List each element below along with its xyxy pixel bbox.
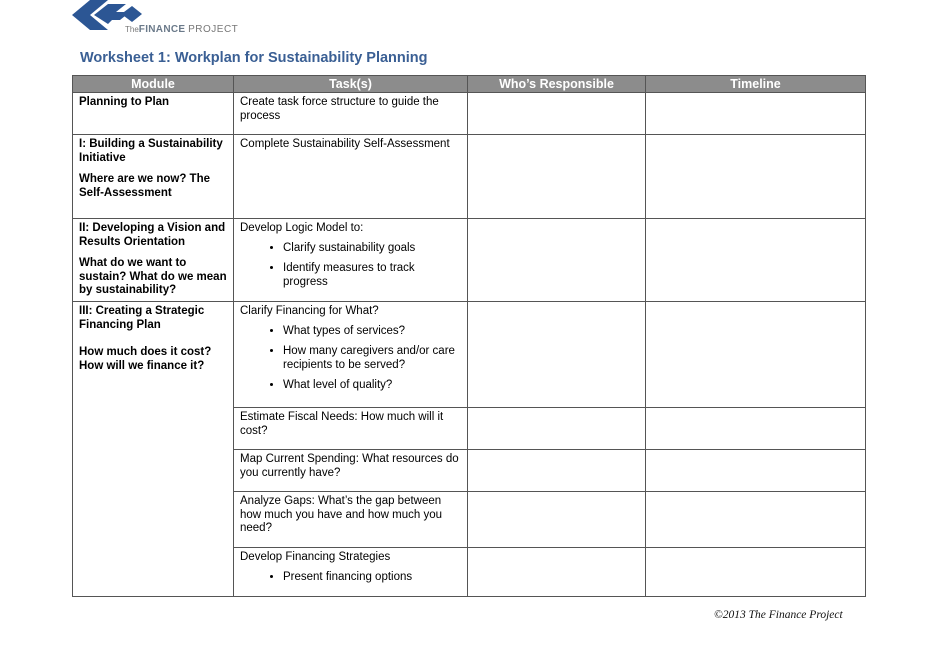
task-cell bbox=[234, 219, 468, 302]
task-text: Clarify Financing for What? bbox=[240, 305, 379, 317]
timeline-cell[interactable] bbox=[646, 93, 866, 135]
logo-wordmark: TheFINANCE PROJECT bbox=[125, 24, 239, 35]
table-row bbox=[73, 302, 866, 408]
timeline-cell[interactable] bbox=[646, 302, 866, 408]
task-cell bbox=[234, 408, 468, 450]
responsible-cell[interactable] bbox=[468, 548, 646, 597]
task-bullet-list bbox=[240, 325, 461, 393]
timeline-cell[interactable] bbox=[646, 219, 866, 302]
table-row bbox=[73, 93, 866, 135]
responsible-cell[interactable] bbox=[468, 492, 646, 548]
table-header-row bbox=[73, 76, 866, 93]
task-text: Analyze Gaps: What’s the gap between how much you have and how much you need? bbox=[240, 495, 443, 534]
task-bullet-list bbox=[240, 242, 461, 290]
header-timeline: Timeline bbox=[646, 76, 866, 93]
list-item: • What level of quality? bbox=[283, 379, 461, 393]
responsible-cell[interactable] bbox=[468, 408, 646, 450]
list-item: • Present financing options bbox=[283, 571, 461, 585]
responsible-cell[interactable] bbox=[468, 219, 646, 302]
responsible-cell[interactable] bbox=[468, 450, 646, 492]
module-title: I: Building a Sustainability Initiative bbox=[79, 138, 223, 164]
task-cell bbox=[234, 93, 468, 135]
timeline-cell[interactable] bbox=[646, 408, 866, 450]
task-cell bbox=[234, 302, 468, 408]
table-row bbox=[73, 219, 866, 302]
module-cell bbox=[73, 302, 234, 597]
timeline-cell[interactable] bbox=[646, 135, 866, 219]
module-cell bbox=[73, 135, 234, 219]
table-row bbox=[73, 135, 866, 219]
finance-project-logo bbox=[72, 0, 252, 40]
responsible-cell[interactable] bbox=[468, 302, 646, 408]
responsible-cell[interactable] bbox=[468, 93, 646, 135]
page-title: Worksheet 1: Workplan for Sustainability Planning bbox=[80, 50, 428, 66]
task-cell bbox=[234, 450, 468, 492]
timeline-cell[interactable] bbox=[646, 492, 866, 548]
header-module: Module bbox=[73, 76, 234, 93]
module-title: Planning to Plan bbox=[79, 96, 170, 108]
list-item: • What types of services? bbox=[283, 325, 461, 339]
responsible-cell[interactable] bbox=[468, 135, 646, 219]
list-item: • Identify measures to track progress bbox=[283, 262, 461, 289]
task-bullet-list bbox=[240, 571, 461, 585]
module-cell bbox=[73, 93, 234, 135]
module-question: How much does it cost? How will we finance it? bbox=[79, 346, 212, 372]
module-cell bbox=[73, 219, 234, 302]
task-cell bbox=[234, 548, 468, 597]
task-text: Develop Financing Strategies bbox=[240, 551, 391, 563]
task-text: Create task force structure to guide the process bbox=[240, 96, 439, 122]
module-title: III: Creating a Strategic Financing Plan bbox=[79, 305, 205, 331]
list-item: • How many caregivers and/or care recipients to be served? bbox=[283, 345, 461, 372]
task-cell bbox=[234, 135, 468, 219]
header-who-responsible: Who’s Responsible bbox=[468, 76, 646, 93]
task-text: Develop Logic Model to: bbox=[240, 222, 364, 234]
task-cell bbox=[234, 492, 468, 548]
copyright-notice: ©2013 The Finance Project bbox=[714, 609, 843, 621]
task-text: Map Current Spending: What resources do you currently have? bbox=[240, 453, 459, 479]
module-question: Where are we now? The Self-Assessment bbox=[79, 173, 210, 199]
timeline-cell[interactable] bbox=[646, 548, 866, 597]
workplan-table bbox=[72, 75, 866, 597]
timeline-cell[interactable] bbox=[646, 450, 866, 492]
module-title: II: Developing a Vision and Results Orientation bbox=[79, 222, 226, 248]
module-question: What do we want to sustain? What do we mean by sustainability? bbox=[79, 257, 227, 296]
task-text: Complete Sustainability Self-Assessment bbox=[240, 138, 450, 150]
list-item: • Clarify sustainability goals bbox=[283, 242, 461, 256]
task-text: Estimate Fiscal Needs: How much will it cost? bbox=[240, 411, 444, 437]
header-tasks: Task(s) bbox=[234, 76, 468, 93]
